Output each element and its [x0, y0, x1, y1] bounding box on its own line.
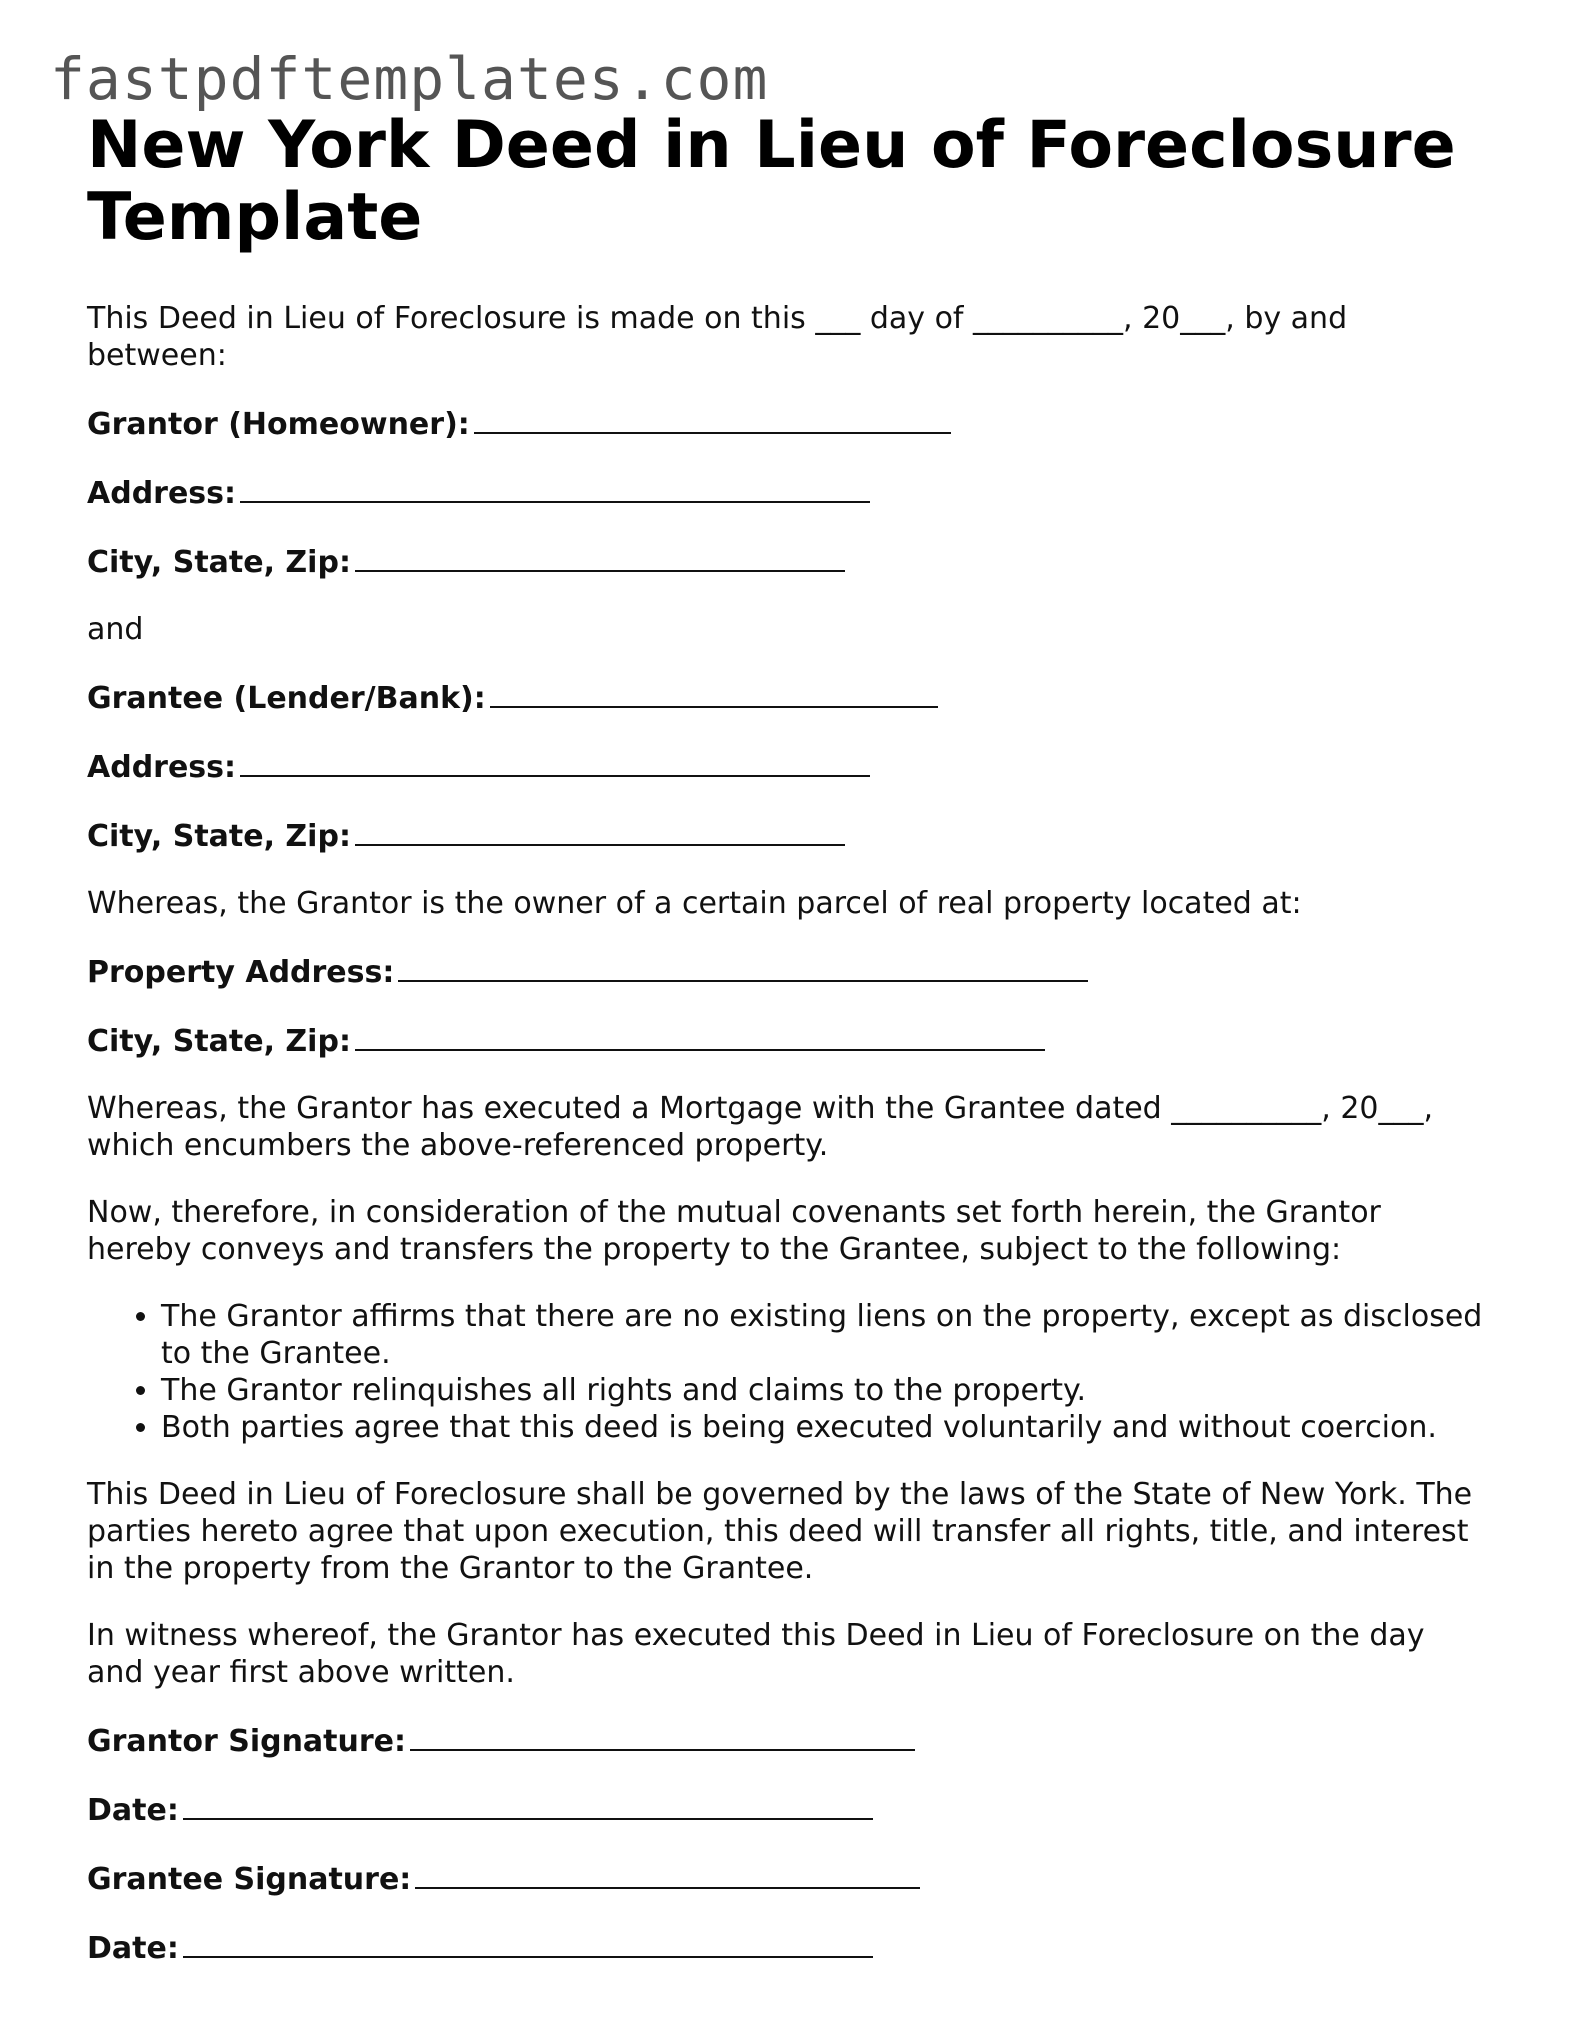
document	[87, 110, 1487, 1967]
grantee-address-blank[interactable]	[240, 747, 870, 777]
property-city-label: City, State, Zip:	[87, 1024, 351, 1059]
property-city-blank[interactable]	[355, 1021, 1045, 1051]
whereas-owner-paragraph: Whereas, the Grantor is the owner of a certain parcel of real property located at:	[87, 886, 1302, 921]
grantee-name-blank[interactable]	[490, 678, 938, 708]
grantee-name-label: Grantee (Lender/Bank):	[87, 681, 486, 716]
grantee-date-label: Date:	[87, 1931, 179, 1966]
grantee-city-label: City, State, Zip:	[87, 819, 351, 854]
and-text: and	[87, 612, 144, 647]
watermark: fastpdftemplates.com	[50, 45, 769, 113]
grantee-city-blank[interactable]	[355, 816, 845, 846]
grantee-address-label: Address:	[87, 750, 237, 785]
grantor-address-blank[interactable]	[240, 473, 870, 503]
grantee-signature-field	[87, 1859, 1487, 1898]
list-item: • Both parties agree that this deed is being executed voluntarily and without coercion.	[161, 1409, 1487, 1446]
intro-paragraph: This Deed in Lieu of Foreclosure is made on this ___ day of __________, 20___, by and between:	[87, 301, 1348, 373]
grantee-signature-label: Grantee Signature:	[87, 1862, 412, 1897]
grantor-city-label: City, State, Zip:	[87, 545, 351, 580]
governing-law-paragraph: This Deed in Lieu of Foreclosure shall be governed by the laws of the State of New York. The parties hereto agree that upon execution, this deed will transfer all rights, title, and interest in the property from the Grantor to the Grantee.	[87, 1477, 1473, 1586]
grantor-name-field	[87, 404, 1487, 443]
grantee-city-field	[87, 816, 1487, 855]
grantor-date-label: Date:	[87, 1793, 179, 1828]
grantor-name-label: Grantor (Homeowner):	[87, 407, 470, 442]
grantor-address-label: Address:	[87, 476, 237, 511]
property-address-blank[interactable]	[398, 952, 1088, 982]
now-therefore-paragraph: Now, therefore, in consideration of the mutual covenants set forth herein, the Grantor hereby conveys and transfers the property to the Grantee, subject to the following:	[87, 1195, 1381, 1267]
conditions-list	[87, 1298, 1487, 1446]
grantor-city-field	[87, 542, 1487, 581]
list-item: • The Grantor relinquishes all rights and claims to the property.	[161, 1372, 1487, 1409]
grantee-date-field	[87, 1928, 1487, 1967]
property-address-field	[87, 952, 1487, 991]
grantor-signature-blank[interactable]	[410, 1721, 915, 1751]
grantor-date-field	[87, 1790, 1487, 1829]
grantor-address-field	[87, 473, 1487, 512]
grantee-signature-blank[interactable]	[415, 1859, 920, 1889]
property-address-label: Property Address:	[87, 955, 395, 990]
grantor-date-blank[interactable]	[183, 1790, 873, 1820]
grantor-name-blank[interactable]	[474, 404, 951, 434]
witness-paragraph: In witness whereof, the Grantor has executed this Deed in Lieu of Foreclosure on the day and year first above written.	[87, 1618, 1425, 1690]
list-item: • The Grantor affirms that there are no existing liens on the property, except as disclosed to the Grantee.	[161, 1298, 1487, 1372]
grantor-city-blank[interactable]	[355, 542, 845, 572]
whereas-mortgage-paragraph: Whereas, the Grantor has executed a Mortgage with the Grantee dated __________, 20___, which encumbers the above-referenced property.	[87, 1091, 1434, 1163]
grantor-signature-label: Grantor Signature:	[87, 1724, 407, 1759]
grantee-date-blank[interactable]	[183, 1928, 873, 1958]
grantor-signature-field	[87, 1721, 1487, 1760]
page-title: New York Deed in Lieu of Foreclosure Template	[87, 108, 1456, 255]
property-city-field	[87, 1021, 1487, 1060]
grantee-name-field	[87, 678, 1487, 717]
grantee-address-field	[87, 747, 1487, 786]
